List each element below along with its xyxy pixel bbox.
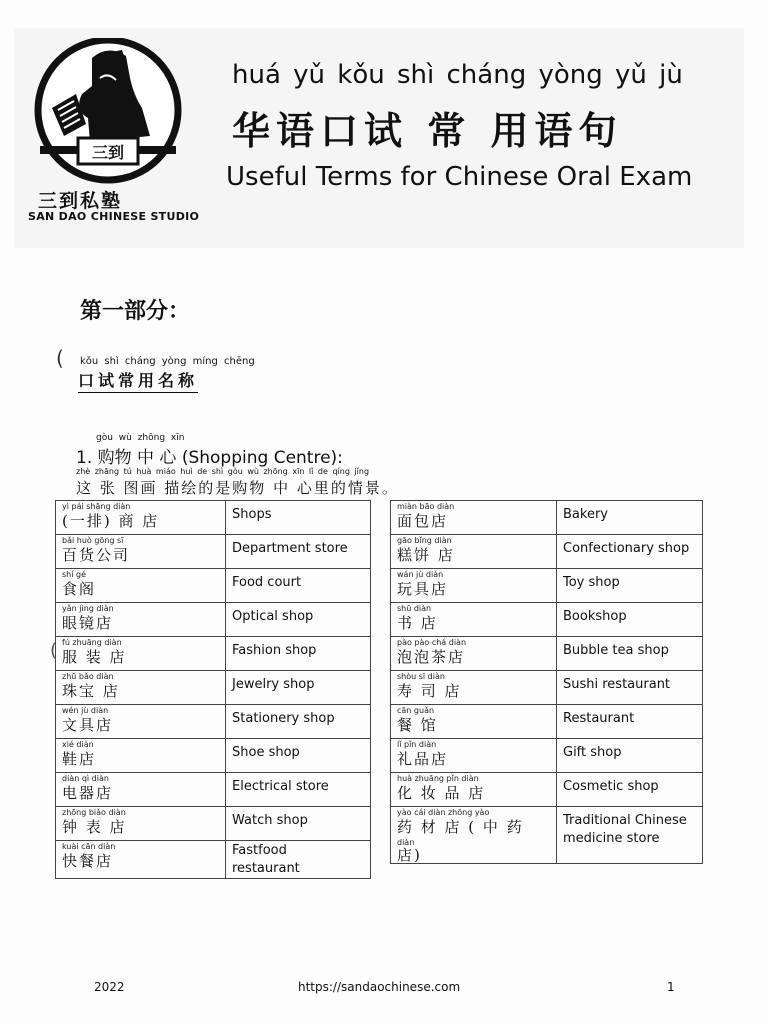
term-english-cell [226,841,371,879]
term-chinese-cell [56,637,226,671]
term-english: Bookshop [563,609,627,624]
term-chinese-continued: 店) [397,846,422,864]
term-pinyin-continued: diàn [397,838,415,847]
term-chinese: 百货公司 [62,546,131,564]
term-english: Watch shop [232,813,308,828]
margin-bracket-mark: ( [56,346,64,370]
term-pinyin: yǎn jìng diàn [62,604,114,613]
term-english-cell [226,569,371,603]
term-chinese: 食阁 [62,580,97,598]
term-english: Confectionary shop [563,541,690,556]
term-chinese-cell [391,739,557,773]
table-row [391,705,703,739]
term-chinese-cell [391,705,557,739]
part-heading: 第一部分： [80,298,191,324]
section-title-pinyin: gòu wù zhōng xīn [96,433,185,443]
logo-badge-text: 三到 [91,143,125,162]
term-chinese: 鞋店 [62,750,97,768]
term-chinese: 书 店 [397,614,438,632]
term-english: Jewelry shop [232,677,315,692]
term-chinese-cell [56,603,226,637]
term-pinyin: lǐ pǐn diàn [397,740,437,749]
term-chinese: 化 妆 品 店 [397,784,486,802]
term-pinyin: xié diàn [62,740,94,749]
term-english: Bakery [563,507,608,522]
term-pinyin: wán jù diàn [397,570,444,579]
term-english: Optical shop [232,609,314,624]
term-chinese-cell [391,807,557,864]
term-english-cell [557,603,703,637]
term-chinese: 文具店 [62,716,114,734]
term-chinese-cell [56,705,226,739]
term-pinyin: zhōng biǎo diàn [62,808,126,817]
term-english-cell [226,603,371,637]
term-chinese-cell [391,637,557,671]
term-chinese-cell [56,739,226,773]
term-chinese: 服 装 店 [62,648,127,666]
term-pinyin: yì pái shāng diàn [62,502,131,511]
vocab-table-right [390,500,703,864]
term-pinyin: fú zhuāng diàn [62,638,122,647]
vocab-table-left [55,500,371,879]
title-chinese: 华语口试 常 用语句 [232,108,623,153]
term-chinese: 钟 表 店 [62,818,127,836]
term-pinyin: shí gé [62,570,87,579]
term-english: Shops [232,507,272,522]
term-chinese: 寿 司 店 [397,682,462,700]
term-chinese-cell [391,569,557,603]
table-row [56,569,371,603]
term-english: Traditional Chinese medicine store [563,813,687,846]
term-chinese: 快餐店 [62,852,114,870]
subsection-pinyin: kǒu shì cháng yòng míng chēng [80,356,255,367]
section-description-pinyin: zhè zhāng tú huà miáo huì de shì gòu wù zhōng xīn lǐ de qíng jǐng [76,467,370,476]
term-chinese-cell [391,773,557,807]
term-chinese-cell [56,671,226,705]
table-row [56,671,371,705]
term-english-cell [226,501,371,535]
table-row [391,501,703,535]
term-english-cell [557,807,703,864]
term-chinese-cell [391,535,557,569]
table-row [391,535,703,569]
term-pinyin: cān guǎn [397,706,435,715]
term-english-cell [557,705,703,739]
term-pinyin: miàn bāo diàn [397,502,455,511]
logo-name-en: SAN DAO CHINESE STUDIO [28,210,200,223]
page-number: 1 [667,980,675,994]
term-chinese-cell [56,535,226,569]
term-pinyin: diàn qì diàn [62,774,109,783]
term-english-cell [557,535,703,569]
term-english-cell [226,535,371,569]
term-chinese-cell [391,671,557,705]
table-row [391,603,703,637]
term-pinyin: bǎi huò gōng sī [62,536,124,545]
term-chinese: 礼品店 [397,750,449,768]
table-row [56,773,371,807]
table-row [391,739,703,773]
term-pinyin: pào pào chá diàn [397,638,467,647]
term-english: Fashion shop [232,643,317,658]
title-english: Useful Terms for Chinese Oral Exam [226,162,693,192]
table-row [56,501,371,535]
term-english: Restaurant [563,711,635,726]
footer-year: 2022 [94,980,125,994]
term-english: Shoe shop [232,745,300,760]
term-pinyin: yào cái diàn zhōng yào [397,808,490,817]
term-chinese: 玩具店 [397,580,449,598]
term-pinyin: gāo bǐng diàn [397,536,452,545]
term-pinyin: kuài cān diàn [62,842,116,851]
term-english-cell [226,671,371,705]
school-logo [30,38,186,188]
term-chinese-cell [56,773,226,807]
term-english-cell [226,637,371,671]
table-row [56,705,371,739]
term-english-cell [557,501,703,535]
term-chinese-cell [56,569,226,603]
logo-name-cn: 三到私塾 [38,190,123,212]
term-pinyin: zhū bǎo diàn [62,672,114,681]
table-row [56,603,371,637]
term-english-cell [557,671,703,705]
section-description: 这 张 图画 描绘的是购物 中 心里的情景。 [76,479,399,497]
term-english: Fastfood restaurant [232,843,300,876]
table-row [391,807,703,864]
term-chinese-cell [56,807,226,841]
margin-bracket-mark: ( [50,640,58,661]
table-row [391,569,703,603]
term-english: Stationery shop [232,711,335,726]
term-chinese: 眼镜店 [62,614,114,632]
term-chinese: 电器店 [62,784,114,802]
term-chinese: 泡泡茶店 [397,648,466,666]
term-english-cell [226,739,371,773]
term-english-cell [226,705,371,739]
footer-website-link[interactable]: https://sandaochinese.com [298,980,461,994]
table-row [56,841,371,879]
term-chinese-cell [56,841,226,879]
term-chinese: 珠宝 店 [62,682,120,700]
term-english-cell [557,773,703,807]
term-english: Department store [232,541,348,556]
term-chinese: 面包店 [397,512,449,530]
section-title: 1. 购物 中 心 (Shopping Centre): [76,448,343,468]
term-english-cell [557,637,703,671]
term-english: Electrical store [232,779,329,794]
term-chinese-cell [56,501,226,535]
term-chinese-cell [391,603,557,637]
table-row [391,671,703,705]
table-row [56,739,371,773]
term-chinese-cell [391,501,557,535]
term-chinese: 药 材 店 ( 中 药 [397,818,524,836]
term-english-cell [557,569,703,603]
term-chinese: 糕饼 店 [397,546,455,564]
term-english: Toy shop [563,575,620,590]
term-pinyin: shū diàn [397,604,432,613]
table-row [56,807,371,841]
table-row [391,637,703,671]
term-pinyin: wén jù diàn [62,706,109,715]
term-english: Food court [232,575,302,590]
term-english-cell [226,807,371,841]
term-pinyin: huà zhuāng pǐn diàn [397,774,479,783]
table-row [56,637,371,671]
term-chinese: 餐 馆 [397,716,438,734]
table-row [56,535,371,569]
term-chinese: (一排) 商 店 [62,512,160,530]
term-english: Gift shop [563,745,622,760]
subsection-title: 口试常用名称 [78,368,198,393]
term-english: Bubble tea shop [563,643,669,658]
term-pinyin: shòu sī diàn [397,672,445,681]
table-row [391,773,703,807]
term-english: Cosmetic shop [563,779,659,794]
term-english-cell [226,773,371,807]
title-pinyin: huá yǔ kǒu shì cháng yòng yǔ jù [232,60,683,90]
term-english: Sushi restaurant [563,677,671,692]
term-english-cell [557,739,703,773]
